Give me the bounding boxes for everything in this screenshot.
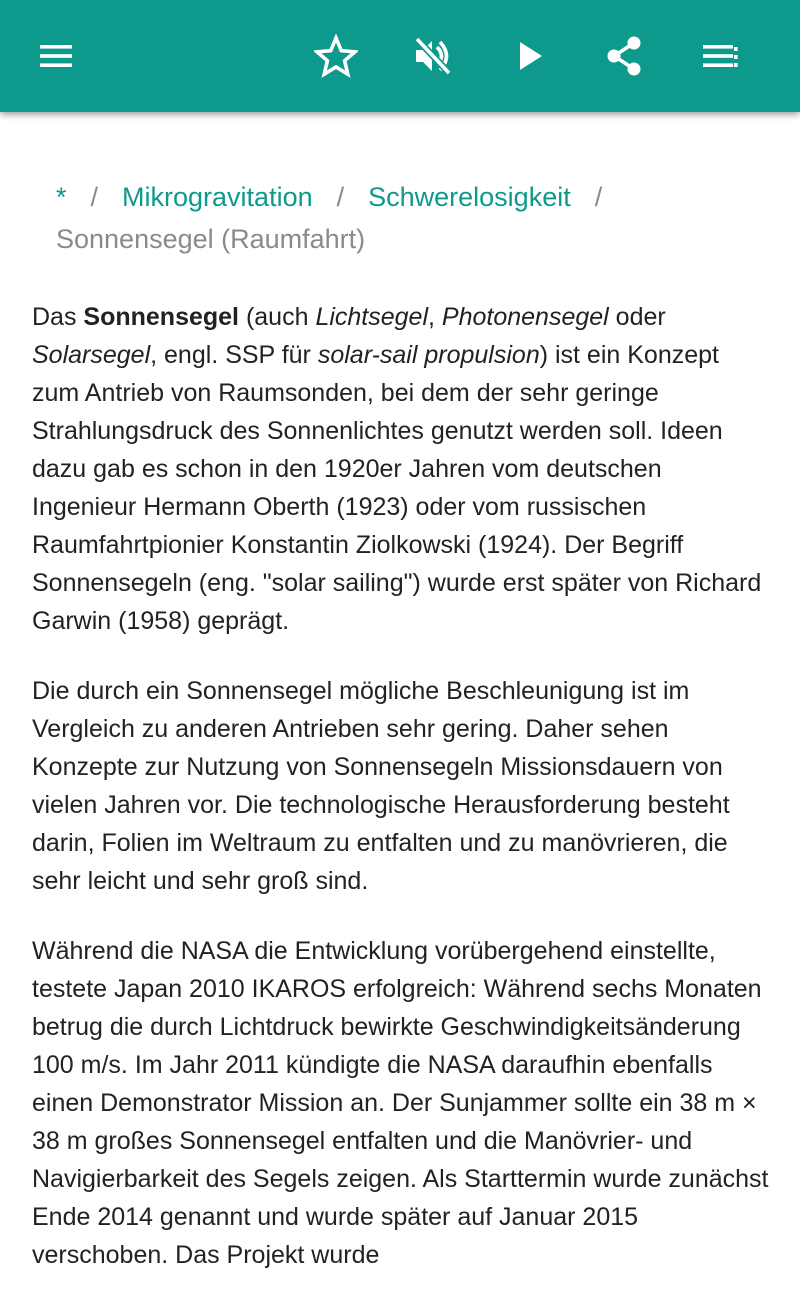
text-run: , engl. SSP für <box>150 341 318 369</box>
share-icon <box>602 34 646 78</box>
play-icon <box>506 34 550 78</box>
menu-icon <box>34 34 78 78</box>
breadcrumb-separator: / <box>594 182 603 212</box>
italic-term: Solarsegel <box>32 341 151 369</box>
star-outline-icon <box>314 34 358 78</box>
breadcrumb-separator: / <box>90 182 99 212</box>
menu-button[interactable] <box>28 28 84 84</box>
article-paragraph-2: Die durch ein Sonnensegel mögliche Beschleunigung ist im Vergleich zu anderen Antrieben sehr gering. Daher sehen Konzepte zur Nutzung von Sonnensegeln Missionsdauern von vielen Jahren vor. Die technologische Herausforderung besteht darin, Folien im Weltraum zu entfalten und zu manövrieren, die sehr leicht und sehr groß sind. <box>32 677 730 895</box>
italic-term: solar-sail propulsion <box>317 341 540 369</box>
volume-off-icon <box>410 34 454 78</box>
text-run: Das <box>32 303 84 331</box>
article-body <box>32 298 772 1306</box>
article-paragraph-1 <box>32 298 772 640</box>
bold-term: Sonnensegel <box>83 303 239 331</box>
article-paragraph-3: Während die NASA die Entwicklung vorübergehend einstellte, testete Japan 2010 IKAROS erfolgreich: Während sechs Monaten betrug die durch Lichtdruck bewirkte Geschwindigkeitsänderung 100 m/s. Im Jahr 2011 kündigte die NASA daraufhin ebenfalls einen Demonstrator Mission an. Der Sunjammer sollte ein 38 m × 38 m großes Sonnensegel entfalten und die Manövrier- und Navigierbarkeit des Segels zeigen. Als Starttermin wurde zunächst Ende 2014 genannt und wurde später auf Januar 2015 verschoben. Das Projekt wurde <box>32 937 769 1269</box>
playlist-icon <box>698 34 742 78</box>
breadcrumb <box>56 176 756 260</box>
playlist-button[interactable] <box>692 28 748 84</box>
italic-term: Photonensegel <box>441 303 609 331</box>
text-run: (auch <box>239 303 316 331</box>
breadcrumb-link-mikrogravitation[interactable]: Mikrogravitation <box>122 182 313 212</box>
breadcrumb-separator: / <box>336 182 345 212</box>
breadcrumb-home-link[interactable]: * <box>56 182 67 212</box>
text-run: , <box>428 303 442 331</box>
text-run: ) ist ein Konzept zum Antrieb von Raumsonden, bei dem der sehr geringe Strahlungsdruck des Sonnenlichtes genutzt werden soll. Ideen dazu gab es schon in den 1920er Jahren vom deutschen Ingenieur Hermann Oberth (1923) oder vom russischen Raumfahrtpionier Konstantin Ziolkowski (1924). Der Begriff Sonnensegeln (eng. "solar sailing") wurde erst später von Richard Garwin (1958) geprägt. <box>32 341 762 635</box>
text-run: oder <box>608 303 666 331</box>
share-button[interactable] <box>596 28 652 84</box>
breadcrumb-current: Sonnensegel (Raumfahrt) <box>56 224 366 254</box>
play-button[interactable] <box>500 28 556 84</box>
top-app-bar <box>0 0 800 112</box>
breadcrumb-link-schwerelosigkeit[interactable]: Schwerelosigkeit <box>368 182 571 212</box>
italic-term: Lichtsegel <box>315 303 429 331</box>
mute-button[interactable] <box>404 28 460 84</box>
favorite-button[interactable] <box>308 28 364 84</box>
